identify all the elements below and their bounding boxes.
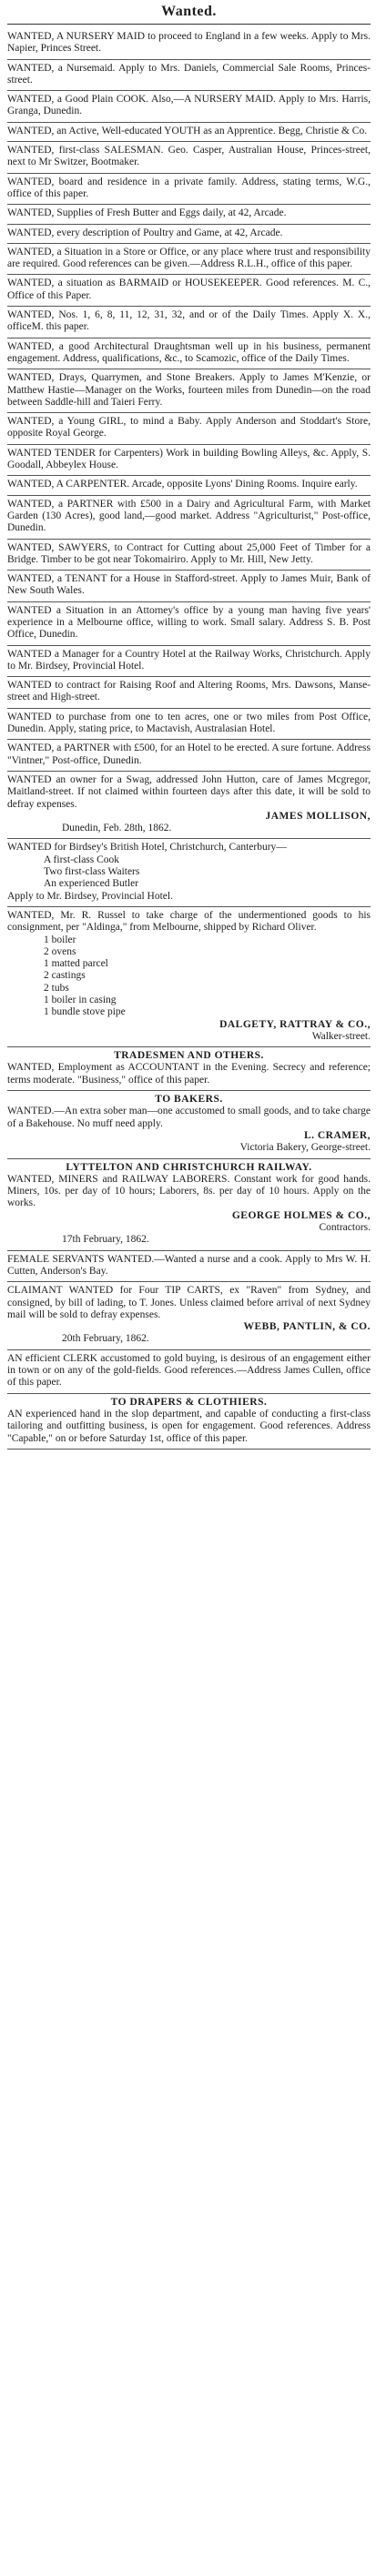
ad-body: WANTED, a situation as BARMAID or HOUSEKEEPER. Good references. M. C., Office of this Paper.: [7, 278, 371, 301]
ad-body: WANTED, Drays, Quarrymen, and Stone Breakers. Apply to James M'Kenzie, or Matthew Hastie—Manager on the Works, fourteen miles from Dunedin—on the road between Saddle-hill and Taieri Ferry.: [7, 372, 371, 408]
ad-tail: Apply to Mr. Birdsey, Provincial Hotel.: [7, 890, 173, 902]
ad-signature-address: Contractors.: [319, 1222, 371, 1234]
ad-body: WANTED to purchase from one to ten acres, one or two miles from Post Office, Dunedin. Apply, stating price, to Mactavish, Australasian Hotel.: [7, 711, 371, 735]
ad-body: AN efficient CLERK accustomed to gold buying, is desirous of an engagement either in town or on any of the gold-fields. Good references.—Address James Cullen, office of this paper.: [7, 1352, 371, 1389]
classified-ad: [7, 496, 371, 540]
ad-body: WANTED, SAWYERS, to Contract for Cutting about 25,000 Feet of Timber for a Bridge. Timber to be got near Tokomairiro. Apply to Mr. Hill, New Jetty.: [7, 541, 371, 565]
ad-body: WANTED a Situation in an Attorney's office by a young man having five years' experience in a Melbourne office, willing to work. Small salary. Address S. B. Post Office, Dunedin.: [7, 604, 371, 641]
ad-body: WANTED, board and residence in a private family. Address, stating terms, W.G., office of this paper.: [7, 176, 371, 199]
classified-ad: [7, 540, 371, 571]
classified-ad: [7, 244, 371, 276]
classified-ad: [7, 275, 371, 307]
classified-ad: [7, 338, 371, 370]
ad-body: WANTED, MINERS and RAILWAY LABORERS. Constant work for good hands. Miners, 10s. per day of 10 hours; Laborers, 8s. per day of 10 hours. Apply on the works.: [7, 1173, 371, 1209]
ad-list-item: 1 boiler in casing: [44, 995, 117, 1005]
classified-ad: [7, 677, 371, 709]
classified-ad: [7, 91, 371, 123]
ad-body: WANTED, A CARPENTER. Arcade, opposite Lyons' Dining Rooms. Inquire early.: [7, 479, 358, 490]
classified-ad: [7, 839, 371, 906]
classified-ad: [7, 1047, 371, 1091]
ad-signature: JAMES MOLLISON,: [265, 810, 371, 822]
ad-heading: TRADESMEN AND OTHERS.: [114, 1050, 264, 1062]
ad-body: WANTED, a PARTNER with £500, for an Hotel to be erected. A sure fortune. Address "Vintner," Post-office, Dunedin.: [7, 742, 371, 766]
classified-ad: [7, 1159, 371, 1251]
ad-list-item: 1 matted parcel: [44, 958, 108, 970]
classified-ad: [7, 225, 371, 244]
classified-ad: [7, 369, 371, 413]
ad-signature: L. CRAMER,: [303, 1129, 371, 1141]
ad-body: WANTED an owner for a Swag, addressed John Hutton, care of James Mcgregor, Maitland-street. If not claimed within fourteen days after this date, it will be sold to defray expenses.: [7, 773, 371, 810]
ad-list-item: 2 castings: [44, 970, 86, 982]
ad-body: WANTED for Birdsey's British Hotel, Christchurch, Canterbury—: [7, 842, 287, 854]
ad-body: WANTED, a TENANT for a House in Stafford-street. Apply to James Muir, Bank of New South Wales.: [7, 573, 371, 597]
classified-ad: [7, 1350, 371, 1394]
classified-ad: [7, 413, 371, 445]
classified-ad: [7, 1251, 371, 1283]
ad-signature: GEORGE HOLMES & CO.,: [231, 1209, 371, 1221]
classified-ad: [7, 772, 371, 839]
ad-list-item: Two first-class Waiters: [44, 866, 140, 878]
ad-body: WANTED, a PARTNER with £500 in a Dairy and Agricultural Farm, with Market Garden (130 Acres), good land,—good market. Address "Agriculturist," Post-office, Dunedin.: [7, 498, 371, 534]
ad-body: WANTED, a Situation in a Store or Office, or any place where trust and responsibility are required. Good references can be given.—Address R.L.H., office of this paper.: [7, 246, 371, 270]
ad-body: WANTED.—An extra sober man—one accustomed to small goods, and to take charge of a Bakehouse. No muff need apply.: [7, 1106, 371, 1129]
classified-ad: [7, 476, 371, 495]
ad-body: WANTED a Manager for a Country Hotel at the Railway Works, Christchurch. Apply to Mr. Birdsey, Provincial Hotel.: [7, 648, 371, 672]
ad-body: WANTED, a Young GIRL, to mind a Baby. Apply Anderson and Stoddart's Store, opposite Royal George.: [7, 416, 371, 439]
ad-body: FEMALE SERVANTS WANTED.—Wanted a nurse and a cook. Apply to Mrs W. H. Cutten, Anderson's Bay.: [7, 1253, 371, 1277]
classified-ad: [7, 1091, 371, 1158]
ad-signature: WEBB, PANTLIN, & CO.: [243, 1321, 371, 1333]
ad-signature: DALGETY, RATTRAY & CO.,: [219, 1018, 371, 1030]
ad-list-item: An experienced Butler: [44, 878, 139, 890]
ad-body: AN experienced hand in the slop department, and capable of conducting a first-class tailoring and outfitting business, is open for engagement. Good references. Address "Capable," on or before Saturday 1st, office of this paper.: [7, 1408, 371, 1444]
ad-list-item: 2 tubs: [44, 982, 69, 994]
classified-ad: [7, 907, 371, 1047]
classified-ad: [7, 445, 371, 477]
ad-body: WANTED, Supplies of Fresh Butter and Eggs daily, at 42, Arcade.: [7, 207, 287, 219]
classified-ad: [7, 571, 371, 602]
classified-ad: [7, 123, 371, 142]
classified-ad: [7, 1394, 371, 1450]
ad-list-item: A first-class Cook: [44, 854, 120, 865]
ad-list-item: 1 boiler: [44, 934, 76, 945]
classified-ad: [7, 646, 371, 678]
classified-ad: [7, 602, 371, 646]
classified-ads-list: [7, 28, 371, 1450]
ad-list-item: 2 ovens: [44, 945, 76, 957]
ad-body: WANTED, a good Architectural Draughtsman well up in his business, permanent engagement. Address, qualifications, &c., to Scamozic, office of the Daily Times.: [7, 340, 371, 364]
classified-ad: [7, 28, 371, 60]
ad-body: WANTED, A NURSERY MAID to proceed to England in a few weeks. Apply to Mrs. Napier, Princes Street.: [7, 31, 371, 55]
classified-ad: [7, 60, 371, 92]
ad-date: 20th February, 1862.: [62, 1333, 149, 1345]
ad-list-item: 1 bundle stove pipe: [44, 1006, 126, 1018]
ad-heading: TO BAKERS.: [155, 1094, 223, 1106]
ad-heading: LYTTELTON AND CHRISTCHURCH RAILWAY.: [66, 1161, 312, 1173]
ad-signature-address: Victoria Bakery, George-street.: [239, 1142, 371, 1154]
ad-heading: TO DRAPERS & CLOTHIERS.: [110, 1396, 268, 1408]
ad-signature-address: Walker-street.: [311, 1030, 371, 1042]
classified-ad: [7, 740, 371, 772]
ad-date: Dunedin, Feb. 28th, 1862.: [62, 823, 172, 834]
ad-body: WANTED, Nos. 1, 6, 8, 11, 12, 31, 32, and or of the Daily Times. Apply X. X., officeM. this paper.: [7, 309, 371, 333]
classified-ad: [7, 142, 371, 174]
ad-body: WANTED, Mr. R. Russel to take charge of the undermentioned goods to his consignment, per "Aldinga," from Melbourne, shipped by Richard Oliver.: [7, 909, 371, 934]
section-heading: Wanted.: [161, 4, 217, 19]
ad-body: CLAIMANT WANTED for Four TIP CARTS, ex "Raven" from Sydney, and consigned, by bill of lading, to T. Jones. Unless claimed before arrival of next Sydney mail will be sold to defray expenses.: [7, 1285, 371, 1320]
classified-ad: [7, 1282, 371, 1349]
ad-body: WANTED, a Nursemaid. Apply to Mrs. Daniels, Commercial Sale Rooms, Princes-street.: [7, 62, 371, 86]
ad-date: 17th February, 1862.: [62, 1234, 149, 1246]
ad-body: WANTED, first-class SALESMAN. Geo. Casper, Australian House, Princes-street, next to Mr Switzer, Bootmaker.: [7, 145, 371, 168]
ad-body: WANTED TENDER for Carpenters) Work in building Bowling Alleys, &c. Apply, S. Goodall, Abbeylex House.: [7, 447, 371, 471]
ad-body: WANTED, Employment as ACCOUNTANT in the Evening. Secrecy and reference; terms moderate. "Business," office of this paper.: [7, 1062, 371, 1086]
ad-body: WANTED, every description of Poultry and Game, at 42, Arcade.: [7, 227, 283, 238]
heading-rule: [7, 24, 371, 25]
classified-ad: [7, 307, 371, 338]
ad-body: WANTED, an Active, Well-educated YOUTH as an Apprentice. Begg, Christie & Co.: [7, 125, 368, 136]
classified-ad: [7, 709, 371, 741]
ad-body: WANTED to contract for Raising Roof and Altering Rooms, Mrs. Dawsons, Manse-street and High-street.: [7, 680, 371, 703]
classified-ad: [7, 174, 371, 206]
ad-body: WANTED, a Good Plain COOK. Also,—A NURSERY MAID. Apply to Mrs. Harris, Granga, Dunedin.: [7, 94, 371, 117]
classified-ad: [7, 205, 371, 224]
